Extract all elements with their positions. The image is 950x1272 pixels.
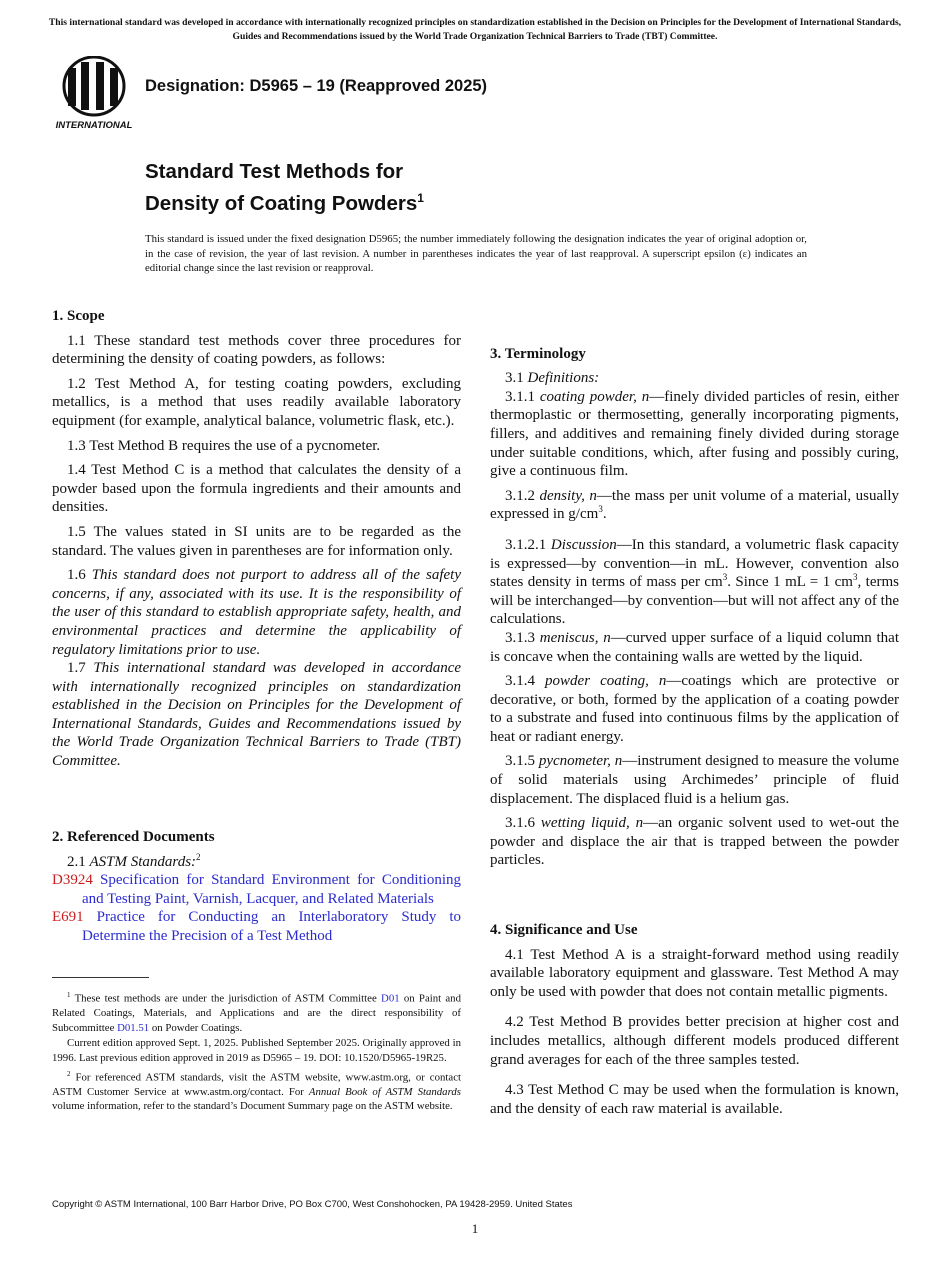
paragraph: 1.6 This standard does not purport to address all of the safety concerns, if any, associated with its use. It is the responsibility of the user of this standard to establish appropriate safety, health, and environmental practices and determine the applicability of regulatory limitations prior to use. [52,567,462,658]
committee-link[interactable]: D01 [381,992,400,1005]
title-footnote-ref[interactable]: 1 [417,191,424,205]
section-heading: 2. Referenced Documents [52,829,215,845]
paragraph: 1.4 Test Method C is a method that calculates the density of a powder based upon the formula ingredients and their amounts and densities. [52,462,461,516]
reference-title-link[interactable]: Specification for Standard Environment for Conditioning and Testing Paint, Varnish, Lacquer, and Related Materials [82,872,461,907]
referenced-documents-section [52,828,461,946]
reference-item [52,908,461,945]
astm-logo [54,56,134,131]
paragraph: 1.2 Test Method A, for testing coating powders, excluding metallics, is a method that uses readily available laboratory equipment (for example, analytical balance, volumetric flask, etc.). [52,375,461,429]
reference-title-link[interactable]: Practice for Conducting an Interlaboratory Study to Determine the Precision of a Test Method [82,909,461,944]
paragraph: 3.1 Definitions: [505,370,600,387]
issuance-note: This standard is issued under the fixed designation D5965; the number immediately following the designation indicates the year of original adoption or, in the case of revision, the year of last revision. A number in parentheses indicates the year of last reapproval. A superscript epsilon (ε) indicates an editorial change since the last revision or reapproval. [145,233,807,275]
footnote: $^2$ For referenced ASTM standards, visit the ASTM website, www.astm.org, or contact ASTM Customer Service at www.astm.org/contact. For Annual Book of ASTM Standards volume information, refer to the standard’s Document Summary page on the ASTM website. [52,1069,461,1113]
definition: 3.1.4 powder coating, n—coatings which are protective or decorative, or both, formed by the application of a coating powder to a substrate and fused into continuous films by the application of heat or radiant energy. [490,673,899,745]
section-heading: 4. Significance and Use [490,922,638,938]
definition: 3.1.5 pycnometer, n—instrument designed to measure the volume of solid materials using Archimedes’ principle of fluid displacement. The displaced fluid is a helium gas. [490,753,899,807]
section-heading: 1. Scope [52,308,105,324]
paragraph: 4.1 Test Method A is a straight-forward method using readily available laboratory equipment and glassware. Test Method A may only be used with powder that does not contain metallic pigments. [490,946,899,1000]
definition: 3.1.6 wetting liquid, n—an organic solvent used to wet-out the powder and displace the air that is trapped between the powder particles. [490,815,900,869]
paragraph: 1.3 Test Method B requires the use of a pycnometer. [67,437,381,454]
discussion: 3.1.2.1 Discussion—In this standard, a volumetric flask capacity is expressed—by convention—in mL. However, convention also states density in terms of mass per $cm^3$. Since 1 mL = 1 $cm^3$, terms will be interchanged—by convention—but will not affect any of the calculations. [490,536,900,628]
copyright: Copyright © ASTM International, 100 Barr Harbor Drive, PO Box C700, West Conshohocken, PA 19428-2959. United States [52,1199,573,1210]
section-heading: 3. Terminology [490,345,586,362]
footnote: Current edition approved Sept. 1, 2025. Published September 2025. Originally approved in 1996. Last previous edition approved in 2019 as D5965 – 19. DOI: 10.1520/D5965-19R25. [52,1037,461,1064]
paragraph: 2.1 ASTM Standards:$^2$ [67,851,201,870]
page-number: 1 [471,1221,479,1236]
definition: 3.1.1 coating powder, n—finely divided particles of resin, either thermoplastic or thermosetting, generally incorporating pigments, fillers, and additives and remaining finely divided during storage under suitable conditions, which, after fusing and possibly curing, give a continuous film. [490,388,900,480]
terminology-section [490,307,899,876]
document-title [145,159,424,217]
paragraph: 4.3 Test Method C may be used when the formulation is known, and the density of each raw material is available. [490,1082,899,1117]
title-line-2: Density of Coating Powders [145,191,418,215]
definition: 3.1.2 density, n—the mass per unit volume of a material, usually expressed in $g/cm^3$. [490,487,899,523]
footnote-divider [52,977,149,978]
reference-code-link[interactable]: E691 [52,909,84,926]
paragraph: 1.5 The values stated in SI units are to be regarded as the standard. The values given in parentheses are for information only. [52,523,461,559]
scope-section [52,307,461,777]
significance-section [490,921,899,1124]
footnote-ref[interactable]: 2 [196,851,201,862]
standard-notice: This international standard was developed in accordance with internationally recognized principles on standardization established in the Decision on Principles for the Development of International Standards, Guides and Recommendations issued by the World Trade Organization Technical Barriers to Trade (TBT) Committee. [48,17,902,42]
svg-text:INTERNATIONAL: INTERNATIONAL [55,120,133,131]
reference-item [52,871,461,908]
footnote: $^1$ These test methods are under the jurisdiction of ASTM Committee D01 on Paint and Related Coatings, Materials, and Applications and are the direct responsibility of Subcommittee D01.51 on Powder Coatings. [52,991,461,1034]
column-continuation-spacer [490,307,899,326]
paragraph: 1.1 These standard test methods cover three procedures for determining the density of coating powders, as follows: [52,332,461,368]
paragraph: 4.2 Test Method B provides better precision at higher cost and includes metallics, although different models produced different grand averages for each of the three samples tested. [490,1014,899,1068]
reference-code-link[interactable]: D3924 [52,872,93,889]
designation: Designation: D5965 – 19 (Reapproved 2025) [145,77,488,95]
definition: 3.1.3 meniscus, n—curved upper surface of a liquid column that is concave when the containing walls are wetted by the liquid. [490,629,900,665]
title-line-1: Standard Test Methods for [145,160,404,183]
paragraph: 1.7 This international standard was developed in accordance with internationally recognized principles on standardization established in the Decision on Principles for the Development of International Standards, Guides and Recommendations issued by the World Trade Organization Technical Barriers to Trade (TBT) Committee. [52,660,462,770]
subcommittee-link[interactable]: D01.51 [117,1021,150,1034]
footnotes [52,988,461,1115]
